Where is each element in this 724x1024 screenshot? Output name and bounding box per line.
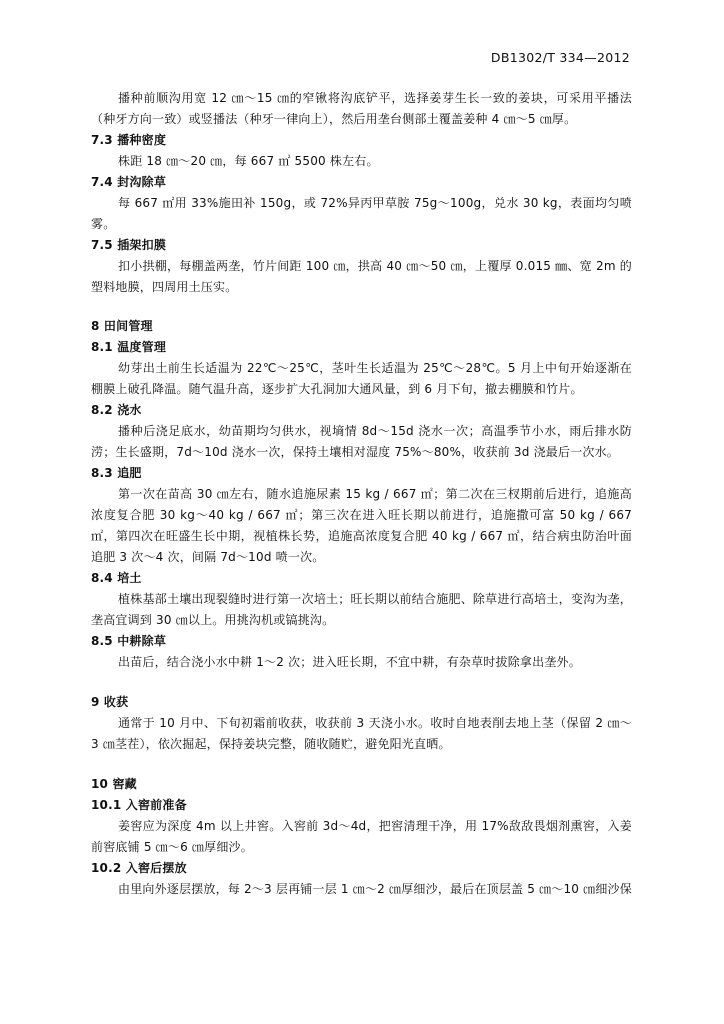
paragraph: 每 667 ㎡用 33%施田补 150g，或 72%异丙甲草胺 75g～100g，兑水 30 kg，表面均匀喷雾。 xyxy=(91,196,632,231)
paragraph: 株距 18 ㎝～20 ㎝，每 667 ㎡ 5500 株左右。 xyxy=(118,154,379,168)
section-heading: 7.4 封沟除草 xyxy=(91,175,167,189)
paragraph: 播种前顺沟用宽 12 ㎝～15 ㎝的窄锹将沟底铲平，选择姜芽生长一致的姜块，可采用平播法（种牙方向一致）或竖播法（种牙一律向上），然后用垄台侧部土覆盖姜种 4 ㎝～5 ㎝厚。 xyxy=(91,91,632,126)
section-heading: 8.2 浇水 xyxy=(91,403,142,417)
paragraph: 播种后浇足底水，幼苗期均匀供水，视墒情 8d～15d 浇水一次；高温季节小水，雨后排水防涝；生长盛期，7d～10d 浇水一次，保持土壤相对湿度 75%～80%，收获前 3d 浇最后一次水。 xyxy=(91,424,632,459)
paragraph: 扣小拱棚，每棚盖两垄，竹片间距 100 ㎝，拱高 40 ㎝～50 ㎝，上覆厚 0.015 ㎜、宽 2m 的塑料地膜，四周用土压实。 xyxy=(91,259,632,294)
paragraph: 由里向外逐层摆放，每 2～3 层再铺一层 1 ㎝～2 ㎝厚细沙，最后在顶层盖 5 ㎝～10 ㎝细沙保 xyxy=(118,882,632,896)
paragraph: 出苗后，结合浇小水中耕 1～2 次；进入旺长期，不宜中耕，有杂草时拔除拿出垄外。 xyxy=(118,655,581,669)
section-heading: 10.1 入窖前准备 xyxy=(91,798,187,812)
document-body xyxy=(91,88,632,900)
section-heading: 7.5 插架扣膜 xyxy=(91,238,167,252)
section-heading: 8.1 温度管理 xyxy=(91,340,167,354)
chapter-heading: 9 收获 xyxy=(91,695,129,709)
paragraph: 幼芽出土前生长适温为 22℃～25℃，茎叶生长适温为 25℃～28℃。5 月上中旬开始逐渐在棚膜上破孔降温。随气温升高，逐步扩大孔洞加大通风量，到 6 月下旬，撤去棚膜和竹片。 xyxy=(91,361,632,396)
section-heading: 8.3 追肥 xyxy=(91,466,142,480)
section-heading: 8.5 中耕除草 xyxy=(91,634,167,648)
chapter-heading: 8 田间管理 xyxy=(91,319,153,333)
section-heading: 10.2 入窖后摆放 xyxy=(91,861,187,875)
paragraph: 植株基部土壤出现裂缝时进行第一次培土；旺长期以前结合施肥、除草进行高培土，变沟为垄，垄高宜调到 30 ㎝以上。用挑沟机或镐挑沟。 xyxy=(91,592,632,627)
paragraph: 第一次在苗高 30 ㎝左右，随水追施尿素 15 kg / 667 ㎡；第二次在三杈期前后进行，追施高浓度复合肥 30 kg～40 kg / 667 ㎡；第三次在进入旺长期以前进行，追施撒可富 50 kg / 667 ㎡，第四次在旺盛生长中期，视植株长势，追施高浓度复合肥 40 kg / 667 ㎡，结合病虫防治叶面追肥 3 次～4 次，间隔 7d～10d 喷一次。 xyxy=(91,487,632,564)
section-heading: 8.4 培土 xyxy=(91,571,142,585)
standard-code-header: DB1302/T 334—2012 xyxy=(490,50,630,65)
paragraph: 姜窖应为深度 4m 以上井窖。入窖前 3d～4d，把窖清理干净，用 17%敌敌畏烟剂熏窖，入姜前窖底铺 5 ㎝～6 ㎝厚细沙。 xyxy=(91,819,632,854)
section-heading: 7.3 播种密度 xyxy=(91,133,167,147)
chapter-heading: 10 窖藏 xyxy=(91,777,137,791)
paragraph: 通常于 10 月中、下旬初霜前收获，收获前 3 天浇小水。收时自地表削去地上茎（保留 2 ㎝～3 ㎝茎茬），依次掘起，保持姜块完整，随收随贮，避免阳光直晒。 xyxy=(91,716,632,751)
